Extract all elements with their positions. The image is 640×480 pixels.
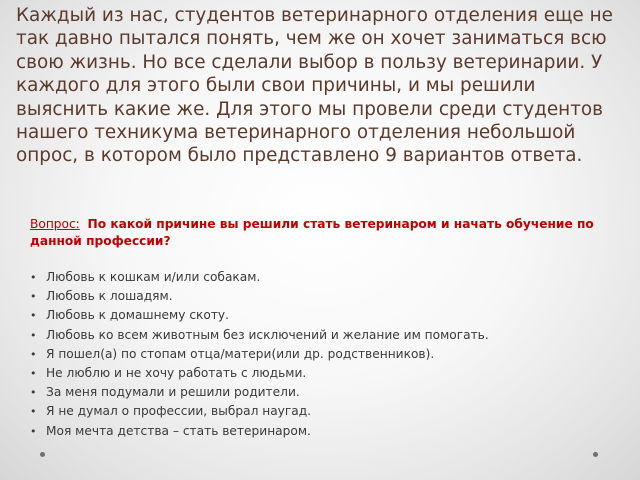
slide-nav-dot-right — [593, 452, 598, 457]
intro-paragraph: Каждый из нас, студентов ветеринарного отделения еще не так давно пытался понять, чем же он хочет заниматься всю свою жизнь. Но все сделали выбор в пользу ветеринарии. У каждого для этого были свои причины, и мы решили выяснить какие же. Для этого мы провели среди студентов нашего техникума ветеринарного отделения небольшой опрос, в котором было представлено 9 вариантов ответа. — [16, 5, 613, 167]
answer-item — [30, 306, 620, 325]
answer-text: Я пошел(а) по стопам отца/матери(или др. родственников). — [46, 346, 435, 361]
bullet-icon: • — [30, 347, 37, 361]
question-text: По какой причине вы решили стать ветеринаром и начать обучение по данной профессии? — [30, 217, 594, 248]
bullet-icon: • — [30, 367, 37, 381]
survey-question — [30, 216, 610, 250]
answer-text: Моя мечта детства – стать ветеринаром. — [46, 423, 311, 438]
question-label: Вопрос: — [30, 217, 80, 231]
slide-nav-dot-left — [40, 452, 45, 457]
answer-text: Любовь к лошадям. — [46, 289, 173, 304]
bullet-icon: • — [30, 424, 37, 438]
answer-item — [30, 268, 620, 287]
answer-list — [30, 268, 620, 441]
answer-text: Любовь ко всем животным без исключений и желание им помогать. — [46, 327, 489, 342]
bullet-icon: • — [30, 271, 37, 284]
answer-item — [30, 287, 620, 306]
answer-item — [30, 402, 620, 421]
answer-item — [30, 326, 620, 345]
answer-item — [30, 345, 620, 364]
bullet-icon: • — [30, 290, 37, 304]
bullet-icon: • — [30, 309, 37, 323]
bullet-icon: • — [30, 405, 37, 419]
answer-text: Любовь к кошкам и/или собакам. — [46, 270, 261, 284]
answer-item — [30, 383, 620, 402]
answer-text: За меня подумали и решили родители. — [46, 385, 300, 400]
answer-text: Любовь к домашнему скоту. — [46, 308, 230, 323]
answer-item — [30, 422, 620, 441]
answer-text: Я не думал о профессии, выбрал наугад. — [46, 404, 312, 419]
answer-item — [30, 364, 620, 383]
answer-text: Не люблю и не хочу работать с людьми. — [46, 366, 307, 381]
bullet-icon: • — [30, 386, 37, 400]
bullet-icon: • — [30, 328, 37, 342]
